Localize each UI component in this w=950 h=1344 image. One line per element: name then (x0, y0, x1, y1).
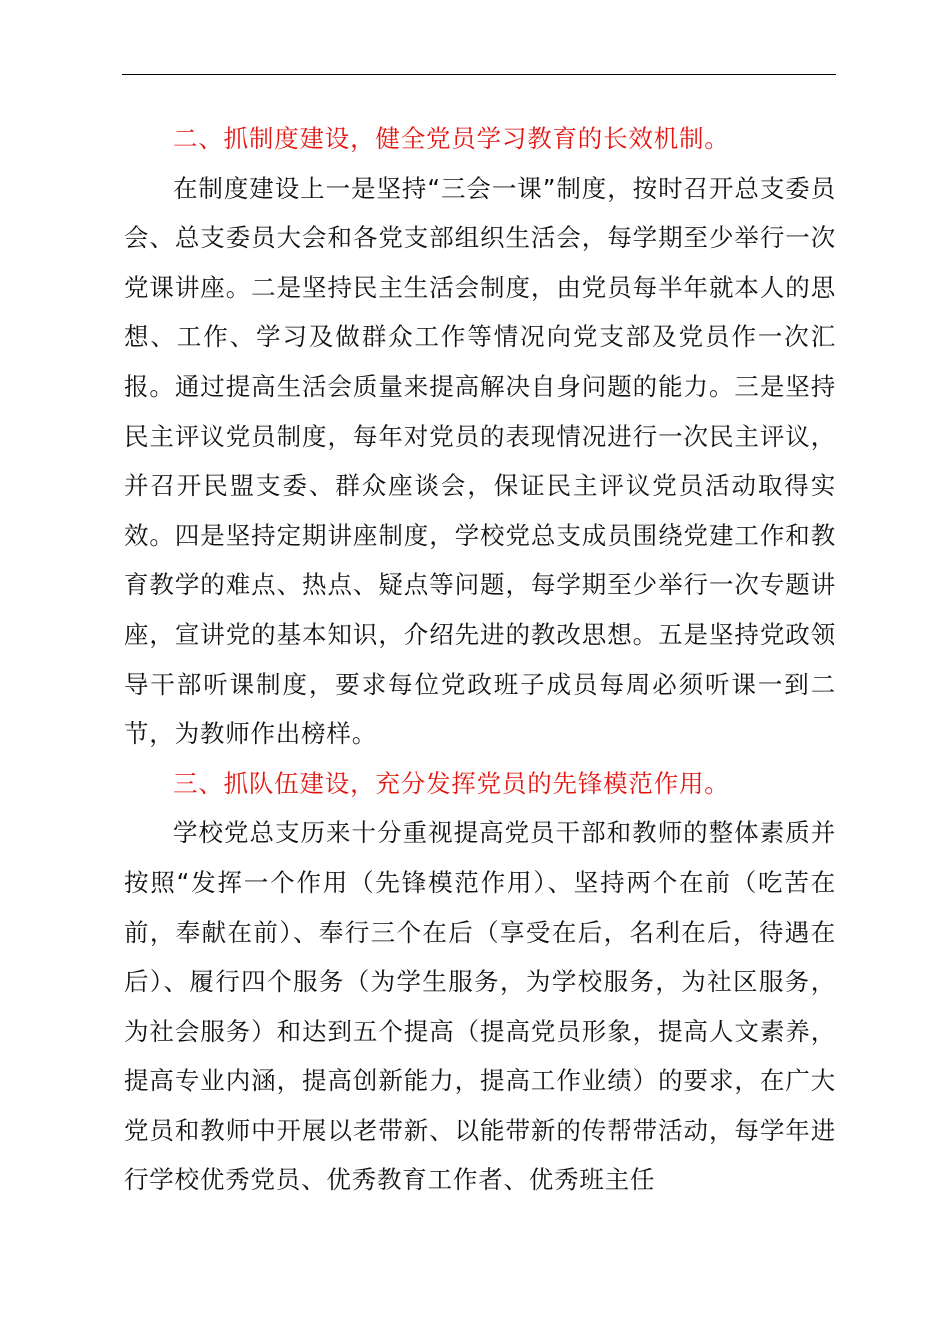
section-heading-system-building: 二、抓制度建设，健全党员学习教育的长效机制。 (173, 124, 730, 153)
document-body (124, 114, 836, 1205)
header-rule (122, 74, 836, 75)
paragraph-team-building: 学校党总支历来十分重视提高党员干部和教师的整体素质并按照“发挥一个作用（先锋模范作用）、坚持两个在前（吃苦在前，奉献在前）、奉行三个在后（享受在后，名利在后，待遇在后）、履行四个服务（为学生服务，为学校服务，为社区服务，为社会服务）和达到五个提高（提高党员形象，提高人文素养，提高专业内涵，提高创新能力，提高工作业绩）的要求，在广大党员和教师中开展以老带新、以能带新的传帮带活动，每学年进行学校优秀党员、优秀教育工作者、优秀班主任 (124, 818, 836, 1195)
section-heading-team-building: 三、抓队伍建设，充分发挥党员的先锋模范作用。 (173, 768, 730, 798)
paragraph-system-building: 在制度建设上一是坚持“三会一课”制度，按时召开总支委员会、总支委员大会和各党支部组织生活会，每学期至少举行一次党课讲座。二是坚持民主生活会制度，由党员每半年就本人的思想、工作、学习及做群众工作等情况向党支部及党员作一次汇报。通过提高生活会质量来提高解决自身问题的能力。三是坚持民主评议党员制度，每年对党员的表现情况进行一次民主评议，并召开民盟支委、群众座谈会，保证民主评议党员活动取得实效。四是坚持定期讲座制度，学校党总支成员围绕党建工作和教育教学的难点、热点、疑点等问题，每学期至少举行一次专题讲座，宣讲党的基本知识，介绍先进的教改思想。五是坚持党政领导干部听课制度，要求每位党政班子成员每周必须听课一到二节，为教师作出榜样。 (124, 173, 836, 749)
